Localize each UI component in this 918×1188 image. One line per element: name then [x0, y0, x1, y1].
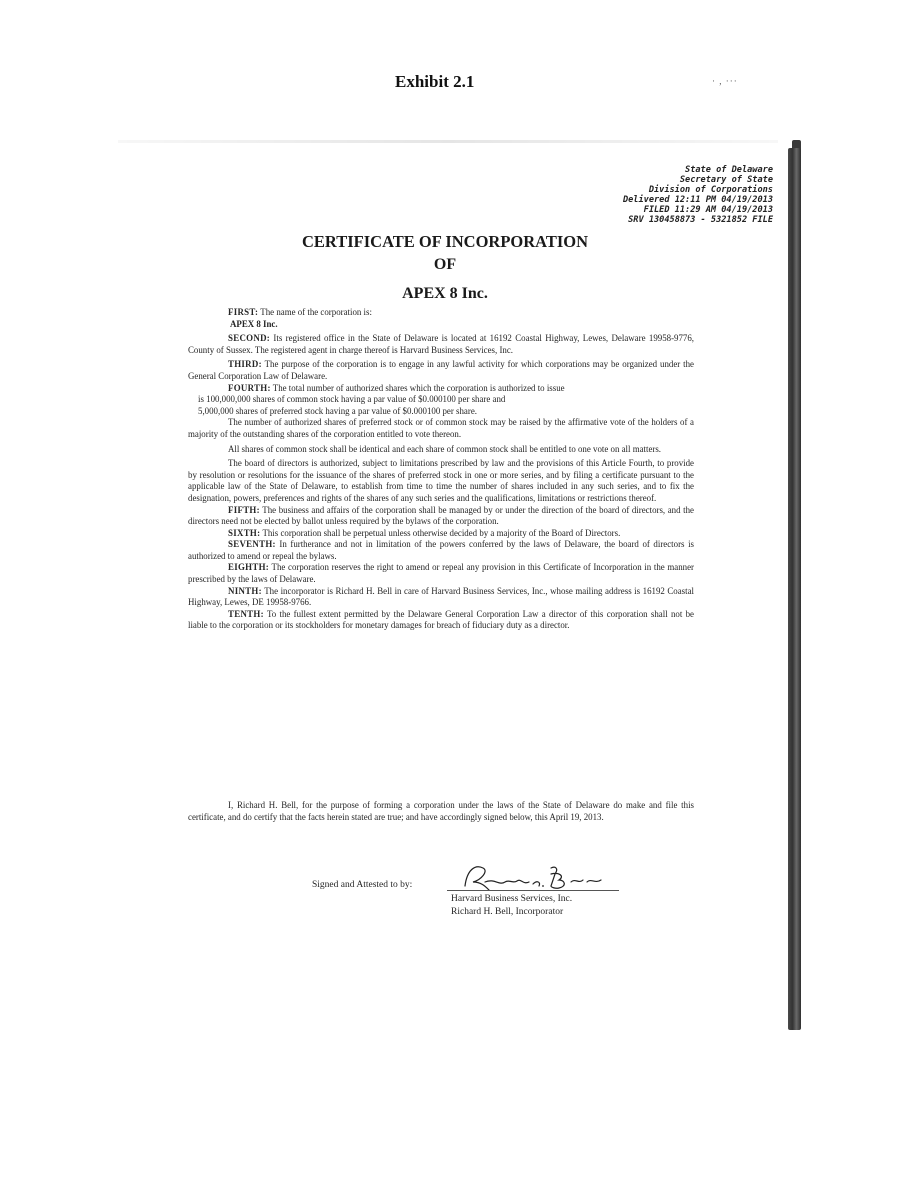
article-fourth-paragraph: All shares of common stock shall be identical and each share of common stock shall be entitled to one vote on all matters.: [228, 443, 662, 454]
article-text: This corporation shall be perpetual unless otherwise decided by a majority of the Board of Directors.: [260, 527, 621, 538]
article-first: [188, 307, 694, 319]
article-label: NINTH:: [228, 585, 262, 596]
closing-statement: [188, 800, 694, 823]
article-text: In furtherance and not in limitation of the powers conferred by the laws of Delaware, the board of directors is authorized to amend or repeal the bylaws.: [188, 539, 694, 561]
article-text: The purpose of the corporation is to engage in any lawful activity for which corporations may be organized under the General Corporation Law of Delaware.: [188, 359, 694, 381]
article-text: To the fullest extent permitted by the Delaware General Corporation Law a director of this corporation shall not be liable to the corporation or its stockholders for monetary damages for breach of fiduciary duty as a director.: [188, 608, 694, 631]
article-label: SIXTH:: [228, 527, 261, 538]
article-third: [188, 359, 694, 382]
signature-line: [447, 890, 619, 891]
scan-corner-marks: · , ···: [712, 76, 738, 86]
article-text: Its registered office in the State of Delaware is located at 16192 Coastal Highway, Lewes, Delaware 19958-9776, County of Sussex. The registered agent in charge thereof is Harvard Business Services, Inc.: [188, 333, 694, 355]
article-text: The name of the corporation is:: [258, 307, 372, 317]
corporation-name: APEX 8 Inc.: [230, 318, 278, 329]
article-sixth: [188, 528, 694, 540]
article-label: FOURTH:: [228, 382, 271, 393]
document-title: [260, 232, 630, 304]
article-tenth: [188, 609, 694, 632]
article-text: The incorporator is Richard H. Bell in care of Harvard Business Services, Inc., whose mailing address is 16192 Coastal Highway, Lewes, DE 19958-9766.: [188, 585, 694, 608]
article-eighth: [188, 562, 694, 585]
title-line: CERTIFICATE OF INCORPORATION: [301, 232, 589, 251]
article-ninth: [188, 586, 694, 609]
article-text: The business and affairs of the corporation shall be managed by or under the direction of the board of directors, and the directors need not be elected by ballot unless required by the bylaws of the corporation.: [188, 504, 694, 527]
binding-strip: [788, 148, 801, 1030]
stamp-line: Delivered 12:11 PM 04/19/2013: [622, 195, 773, 205]
closing-paragraph: I, Richard H. Bell, for the purpose of forming a corporation under the laws of the State of Delaware do make and file this certificate, and do certify that the facts herein stated are true; and have accordingly signed below, this April 19, 2013.: [188, 800, 694, 822]
signer-name: Richard H. Bell, Incorporator: [451, 907, 564, 917]
articles-body: [188, 307, 694, 632]
article-fourth-paragraph: The board of directors is authorized, subject to limitations prescribed by law and the provisions of this Article Fourth, to provide by resolution or resolutions for the issuance of the shares of preferred stock in one or more series, and by filing a certificate pursuant to the applicable law of the State of Delaware, to establish from time to time the number of shares included in any such series, and to fix the designation, powers, preferences and rights of the shares of any such series and the qualifications, limitations or restrictions thereof.: [188, 458, 694, 503]
stamp-line: FILED 11:29 AM 04/19/2013: [643, 205, 773, 215]
stamp-line: Secretary of State: [679, 175, 773, 185]
signer-company: Harvard Business Services, Inc.: [451, 894, 573, 904]
article-label: EIGHTH:: [228, 562, 270, 573]
article-fourth: [188, 383, 694, 395]
stamp-line: Division of Corporations: [648, 185, 773, 195]
signer-block: [451, 893, 572, 919]
article-label: SEVENTH:: [228, 539, 276, 550]
article-label: FIFTH:: [228, 504, 260, 515]
filing-stamp: [563, 165, 773, 225]
article-seventh: [188, 539, 694, 562]
title-of: OF: [433, 256, 457, 273]
article-label: TENTH:: [228, 608, 264, 619]
scan-artifact-line: [118, 140, 778, 143]
corporation-name-title: APEX 8 Inc.: [402, 285, 488, 302]
article-label: THIRD:: [228, 359, 262, 370]
common-stock-line: is 100,000,000 shares of common stock having a par value of $0.000100 per share and: [198, 394, 506, 405]
stamp-line: State of Delaware: [685, 165, 773, 175]
article-label: FIRST:: [228, 307, 259, 317]
exhibit-label: Exhibit 2.1: [395, 72, 475, 91]
article-text: The total number of authorized shares which the corporation is authorized to issue: [270, 382, 565, 393]
article-label: SECOND:: [228, 333, 271, 344]
article-second: [188, 333, 694, 356]
preferred-stock-line: 5,000,000 shares of preferred stock having a par value of $0.000100 per share.: [198, 405, 477, 416]
attest-label: Signed and Attested to by:: [312, 880, 413, 890]
handwritten-signature: [455, 860, 625, 894]
article-fifth: [188, 505, 694, 528]
stamp-line: SRV 130458873 - 5321852 FILE: [628, 215, 773, 225]
article-text: The corporation reserves the right to amend or repeal any provision in this Certificate of Incorporation in the manner prescribed by the laws of Delaware.: [188, 562, 694, 585]
article-fourth-paragraph: The number of authorized shares of preferred stock or of common stock may be raised by the affirmative vote of the holders of a majority of the outstanding shares of the corporation entitled to vote thereon.: [188, 417, 694, 439]
